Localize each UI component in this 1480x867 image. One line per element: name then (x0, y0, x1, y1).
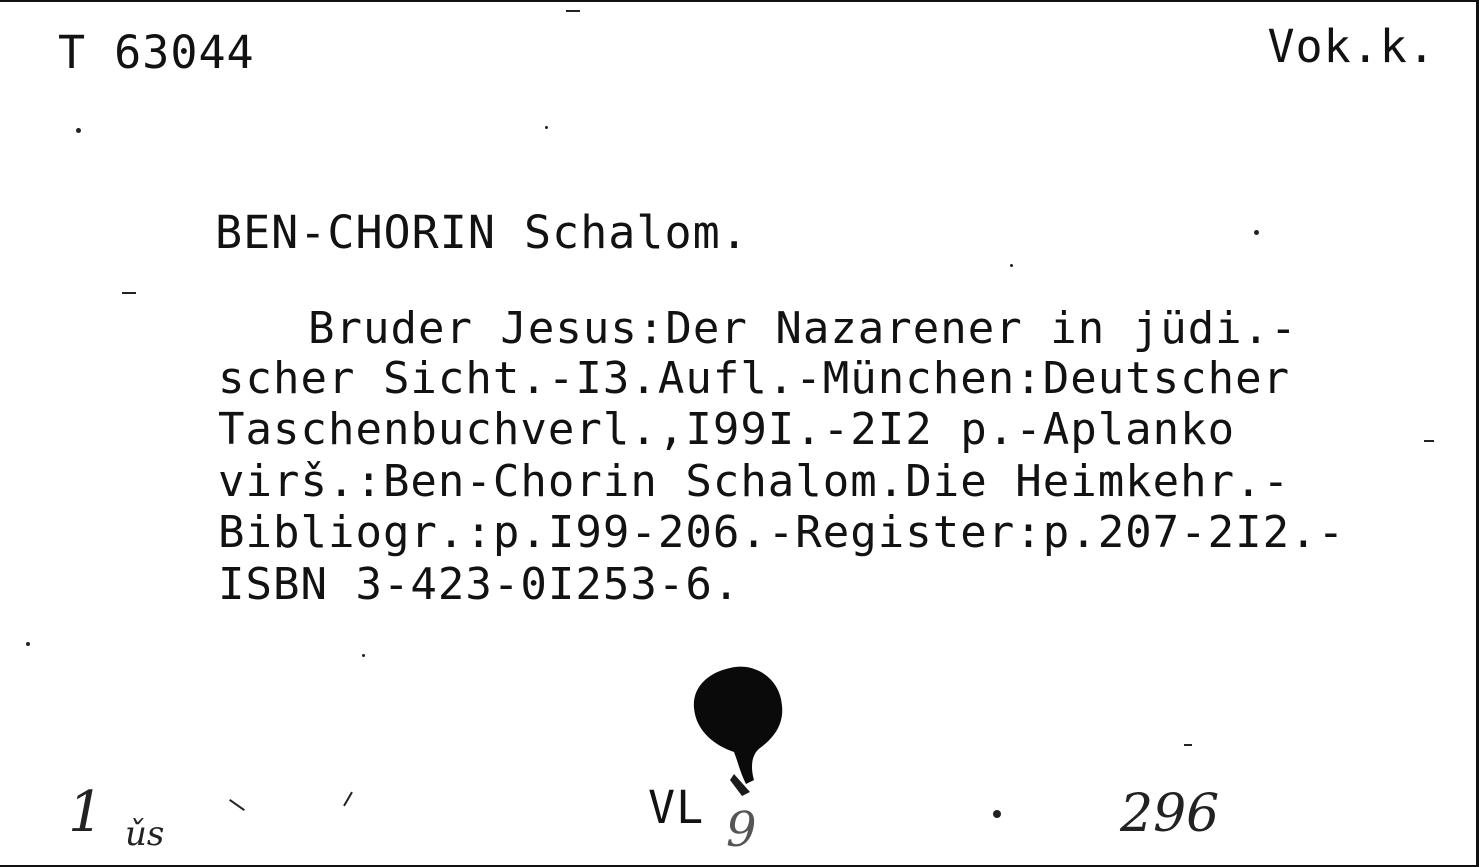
handwritten-note: ǔs (125, 814, 165, 854)
handwritten-number: 296 (1120, 784, 1220, 844)
ink-dash (566, 10, 580, 12)
ink-speck (26, 642, 30, 646)
ink-dash (122, 292, 136, 294)
ink-dash (1424, 440, 1434, 442)
description-line: Bibliogr.:p.I99-206.-Register:p.207-2I2.- (218, 507, 1346, 558)
ink-dash (343, 792, 353, 807)
handwritten-count: 1 (68, 780, 104, 845)
ink-speck (1254, 230, 1259, 235)
call-number: T 63044 (58, 26, 255, 79)
ink-speck (76, 128, 81, 133)
ink-speck (362, 654, 365, 657)
ink-speck (1010, 264, 1013, 267)
vl-mark: VL (648, 781, 705, 834)
description-line: scher Sicht.-I3.Aufl.-München:Deutscher (218, 353, 1291, 404)
description-line: virš.:Ben-Chorin Schalom.Die Heimkehr.- (218, 456, 1291, 507)
description-line: Taschenbuchverl.,I99I.-2I2 p.-Aplanko (218, 404, 1236, 455)
ink-speck (993, 810, 1001, 818)
description-line: Bruder Jesus:Der Nazarener in jüdi.- (308, 303, 1298, 354)
ink-dash (1184, 744, 1192, 746)
ink-speck (545, 126, 548, 129)
ink-dash (229, 799, 245, 811)
ink-blot (690, 662, 786, 802)
handwritten-nine: 9 (726, 802, 757, 858)
author-heading: BEN-CHORIN Schalom. (215, 206, 749, 259)
catalog-code: Vok.k. (1267, 20, 1436, 73)
description-line: ISBN 3-423-0I253-6. (218, 559, 741, 610)
